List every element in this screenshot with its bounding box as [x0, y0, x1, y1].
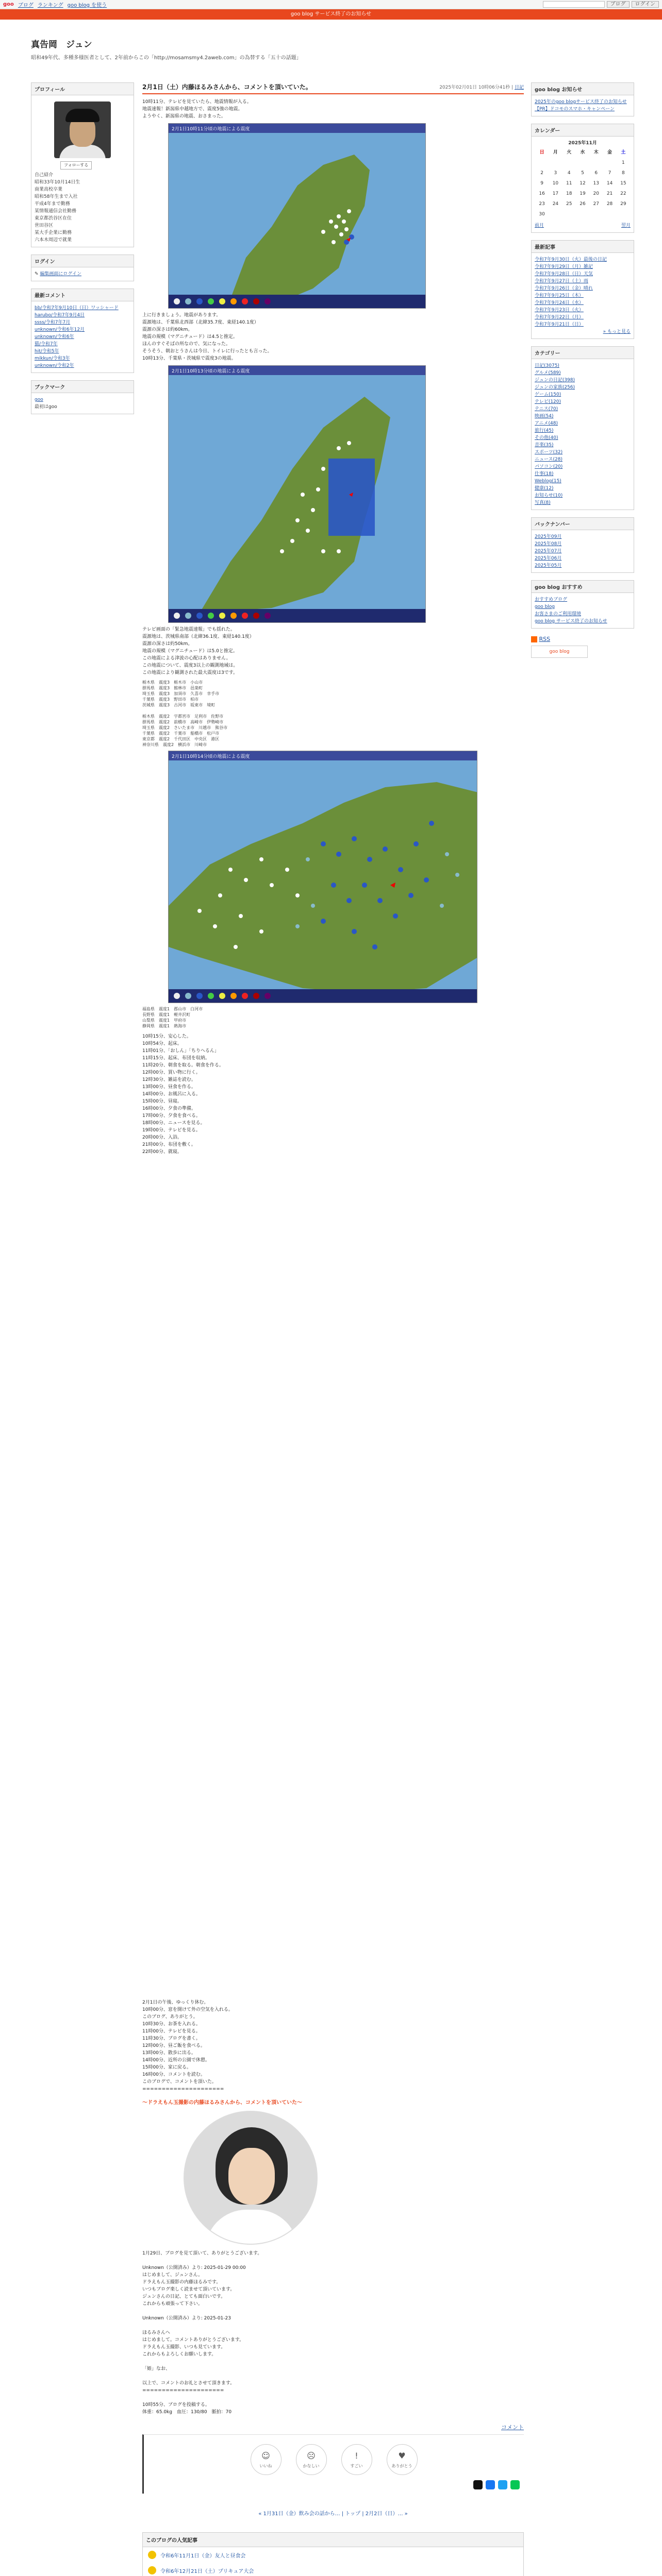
text-line: 15時00分、家に戻る。	[142, 2065, 191, 2070]
quake-row: 東京都 震度2 千代田区 中央区 港区	[142, 737, 220, 741]
line-share-icon[interactable]	[510, 2480, 520, 2489]
calendar-day: 19	[580, 191, 586, 196]
avatar	[54, 101, 111, 158]
reaction-label: ありがとう	[391, 2464, 412, 2468]
quake-map-1	[168, 123, 426, 309]
crown-icon	[148, 2566, 156, 2574]
category-item[interactable]: その他(40)	[535, 435, 558, 440]
comment-link[interactable]: コメント	[501, 2424, 524, 2431]
rss-link[interactable]: RSS	[539, 636, 551, 642]
log-line: 11時01分、「おしん」「ちりへるん」	[142, 1048, 219, 1054]
category-item[interactable]: Weblog(15)	[535, 479, 561, 484]
weekday: 金	[607, 150, 613, 155]
post-date: 2025年02月01日 10時06分41秒	[439, 85, 510, 90]
calendar-day: 28	[606, 201, 613, 207]
reaction-label: かなしい	[303, 2464, 320, 2468]
profile-line: 六本木周辺で就業	[35, 238, 72, 243]
popular-post-title: 令和6年11月1日（金）友人と昼食会	[160, 2553, 246, 2559]
text-line: 11時30分、ブログを書く。	[142, 2036, 201, 2041]
category-item[interactable]: ニュース(28)	[535, 457, 563, 462]
text-line: この地震による津波の心配はありません。	[142, 656, 231, 661]
backnumber-item[interactable]: 2025年08月	[535, 541, 562, 547]
calendar-day	[536, 158, 548, 167]
map-title: 2月1日10時11分頃の地震による震度	[169, 124, 425, 133]
calendar-day: 20	[593, 191, 599, 196]
map-title: 2月1日10時14分頃の地震による震度	[169, 751, 477, 760]
text-line: 震源地は、茨城県南部（北緯36.1度、東経140.1度）	[142, 634, 254, 639]
intro-line: 10時11分、テレビを見ていたら、地震情報が入る。	[142, 99, 252, 105]
comment-link-row	[142, 2423, 524, 2431]
category-item[interactable]: 映画(54)	[535, 414, 554, 419]
text-line: このブログで、コメントを頂いた。	[142, 2079, 217, 2084]
calendar-day	[603, 158, 616, 167]
calendar-day	[576, 210, 589, 219]
recent-post-item[interactable]: 令和7年9月27日（土）雨	[535, 279, 588, 284]
log-line: 21時00分、布団を敷く。	[142, 1142, 196, 1147]
calendar-month: 2025年11月	[568, 141, 597, 146]
calendar-day: 9	[540, 181, 543, 186]
text-line: 震源の深さは約60km。	[142, 327, 193, 332]
follow-button[interactable]: フォローする	[60, 161, 92, 170]
quake-row: 静岡県 震度1 熱海市	[142, 1024, 187, 1028]
calendar-day: 23	[539, 201, 545, 207]
backnumber-item[interactable]: 2025年09月	[535, 534, 562, 539]
text-line: 10時00分、窓を開けて外の空気を入れる。	[142, 2007, 233, 2012]
log-line: 19時00分、テレビを見る。	[142, 1128, 201, 1133]
text-line: これからも頑張って下さい。	[142, 2301, 203, 2307]
goo-notice-item[interactable]: 【PR】ドコモのスマホ・キャンペーン	[535, 107, 615, 112]
text-line: 体重：65.0kg 血圧：130/80 脈拍：70	[142, 2410, 232, 2415]
calendar-day: 11	[566, 181, 572, 186]
bookmark-box	[31, 380, 134, 414]
calendar-day: 7	[608, 171, 611, 176]
text-line: 10時55分、ブログを投稿する。	[142, 2402, 210, 2408]
recent-comments-header: 最新コメント	[31, 289, 134, 301]
profile-line: 某大手企業に勤務	[35, 230, 72, 235]
category-item[interactable]: テレビ(120)	[535, 399, 561, 404]
popular-post-item[interactable]	[143, 2547, 523, 2563]
osusume-item[interactable]: お客さまのご利用環境	[535, 612, 582, 617]
recent-comment-item[interactable]: 猫/令和7年	[35, 342, 58, 347]
calendar-day: 1	[621, 160, 625, 165]
calendar-day: 27	[593, 201, 599, 207]
reaction-row	[148, 2444, 520, 2475]
login-box	[31, 255, 134, 281]
text-line	[142, 2394, 524, 2401]
quake-row: 千葉県 震度3 野田市 柏市	[142, 697, 199, 702]
calendar-day: 16	[539, 191, 545, 196]
profile-line: 商業高校卒業	[35, 187, 63, 192]
reaction-wow-button[interactable]	[341, 2444, 372, 2475]
category-item[interactable]: 写真(8)	[535, 500, 551, 505]
goo-badge[interactable]: goo blog	[531, 646, 588, 658]
quake-row	[142, 708, 524, 714]
text-line: この地震により観測された最大震度は3です。	[142, 670, 238, 675]
calendar-day	[549, 210, 561, 219]
global-topbar	[0, 0, 662, 9]
category-item[interactable]: パソコン(20)	[535, 464, 563, 469]
backnumber-box	[531, 517, 634, 573]
calendar-day: 24	[552, 201, 559, 207]
login-link[interactable]: 編集画面にログイン	[40, 272, 81, 277]
recent-comment-item[interactable]: unknown/令和6年12月	[35, 327, 85, 332]
quake-row: 栃木県 震度2 宇都宮市 足利市 佐野市	[142, 714, 224, 719]
recent-post-item[interactable]: 令和7年9月26日（金）晴れ	[535, 286, 593, 291]
recent-comment-item[interactable]: hit/令和5年	[35, 349, 59, 354]
calendar-day	[603, 210, 616, 219]
text-line	[142, 2308, 524, 2315]
post-continued	[142, 1999, 524, 2576]
search-input[interactable]	[543, 1, 605, 8]
text-line	[142, 2322, 524, 2329]
japan-map-shape	[169, 366, 426, 623]
log-line: 12時00分、買い物に行く。	[142, 1070, 201, 1075]
category-item[interactable]: 旅行(45)	[535, 428, 554, 433]
quake-row: 福島県 震度1 郡山市 白河市	[142, 1007, 203, 1011]
quake-map-3	[168, 751, 477, 1003]
profile-line: 東京都渋谷区在住	[35, 216, 72, 221]
popular-post-item[interactable]	[143, 2563, 523, 2576]
calendar-day: 13	[593, 181, 599, 186]
quake-row: 茨城県 震度3 古河市 坂東市 境町	[142, 703, 216, 707]
log-line: 11時20分、朝食を取る。朝食を作る。	[142, 1063, 224, 1068]
category-item[interactable]: 日記(3075)	[535, 363, 559, 368]
log-line: 13時00分、昼食を作る。	[142, 1084, 196, 1090]
intro-line: 地震速報！新潟県中越地方で、震度5強の地震。	[142, 107, 243, 112]
bookmark-item: 最初はgoo	[35, 404, 57, 410]
log-line: 20時00分、入浴。	[142, 1135, 182, 1140]
recent-comment-item[interactable]: unknown/令和2年	[35, 363, 74, 368]
map-legend	[169, 609, 425, 622]
bookmark-header: ブックマーク	[31, 381, 134, 393]
calendar-day: 30	[539, 212, 545, 217]
text-line: 1月29日、ブログを見て頂いて、ありがとうございます。	[142, 2251, 262, 2256]
rss-row	[531, 636, 634, 642]
recent-post-item[interactable]: 令和7年9月24日（水）	[535, 300, 584, 306]
calendar-day	[549, 158, 561, 167]
category-item[interactable]: アニメ(48)	[535, 421, 558, 426]
post-header: 2月1日（土）内藤ほるみさんから、コメントを頂いていた。 2025年02月01日 10時06分41秒 | 日記	[142, 82, 524, 94]
goo-logo[interactable]: goo	[3, 2, 14, 7]
category-item[interactable]: ジュンの日記(398)	[535, 378, 575, 383]
text-line: Unknown（公開済み）より: 2025-01-29 00:00	[142, 2265, 246, 2270]
popular-posts-header: このブログの人気記事	[143, 2533, 523, 2547]
category-item[interactable]: ジュンの家族(256)	[535, 385, 575, 390]
profile-line: 昭和58年生まで入社	[35, 194, 78, 199]
weekday: 木	[593, 150, 599, 155]
calendar-day: 25	[566, 201, 572, 207]
text-line: 「姫」なお、	[142, 2366, 171, 2371]
quake-map-2	[168, 365, 426, 623]
text-line: 震源の深さは約50km。	[142, 641, 193, 647]
text-line: これからもよろしくお願いします。	[142, 2352, 217, 2357]
recent-post-item[interactable]: 令和7年9月25日（木）	[535, 293, 584, 298]
text-line: 地震の規模（マグニチュード）は4.5と推定。	[142, 334, 238, 340]
recent-comment-item[interactable]: mikkun/令和3年	[35, 356, 70, 361]
text-line	[142, 2257, 524, 2264]
profile-line: 平成4年まで勤務	[35, 201, 70, 207]
blog-header	[31, 37, 634, 61]
backnumber-item[interactable]: 2025年06月	[535, 556, 562, 561]
quake-table	[142, 680, 524, 748]
recent-post-item[interactable]: 令和7年9月30日（火）最後の日記	[535, 257, 607, 262]
text-line: ドラえもん玉撮影、いつも見ています。	[142, 2345, 226, 2350]
text-line: 10時13分、千葉県・茨城県で震度3の地震。	[142, 356, 236, 361]
post-category[interactable]: 日記	[514, 85, 524, 90]
left-sidebar	[31, 82, 134, 421]
exclaim-icon: !	[355, 2451, 358, 2461]
weekday: 水	[580, 150, 585, 155]
calendar-day: 26	[580, 201, 586, 207]
backnumber-item[interactable]: 2025年05月	[535, 563, 562, 568]
login-header: ログイン	[31, 255, 134, 267]
calendar-day: 8	[621, 171, 625, 176]
blog-title[interactable]: 真告岡 ジュン	[31, 40, 92, 50]
weekday: 火	[567, 150, 572, 155]
reaction-label: いいね	[259, 2464, 272, 2468]
text-line: Unknown（公開済み）より: 2025-01-23	[142, 2316, 231, 2321]
category-item[interactable]: 音楽(35)	[535, 443, 554, 448]
quake-row: 山梨県 震度1 甲府市	[142, 1018, 187, 1023]
pencil-icon: ✎	[35, 272, 39, 277]
sad-icon: ☹	[307, 2451, 316, 2461]
backnumber-header: バックナンバー	[532, 518, 634, 530]
text-line: ほんのすぐそばの所なので、気になった。	[142, 342, 230, 347]
intro-line: ようやく、新潟県の地震、おさまった。	[142, 114, 226, 119]
reaction-sad-button[interactable]	[296, 2444, 327, 2475]
text-line: 震源地は、千葉県北西部（北緯35.7度、東経140.1度）	[142, 320, 259, 325]
quake-row: 千葉県 震度2 千葉市 船橋市 松戸市	[142, 731, 220, 736]
calendar-day: 29	[620, 201, 626, 207]
calendar-day: 14	[606, 181, 613, 186]
osusume-item[interactable]: goo blog サービス終了のお知らせ	[535, 619, 607, 624]
quake-row: 長野県 震度1 軽井沢町	[142, 1012, 191, 1017]
text-line: 14時00分、近所の公園で休憩。	[142, 2058, 210, 2063]
goo-notice-item[interactable]: 2025年のgoo blogサービス終了のお知らせ	[535, 99, 627, 105]
goo-notice-box	[531, 82, 634, 116]
calendar-day	[617, 210, 630, 219]
text-line: この地震について、震度3以上の観測地域は。	[142, 663, 238, 668]
text-line: ほるみさんへ	[142, 2330, 170, 2335]
comment-section-heading: ～ドラえもん玉撮影の内藤ほるみさんから、コメントを頂いていた～	[142, 2100, 302, 2106]
calendar-day	[590, 210, 602, 219]
calendar-prev[interactable]: 前月	[535, 223, 544, 228]
bookmark-item[interactable]: goo	[35, 397, 43, 402]
recent-posts-more[interactable]: » もっと見る	[603, 329, 631, 334]
weekday: 土	[621, 150, 626, 155]
map-legend	[169, 295, 425, 308]
reaction-thanks-button[interactable]	[387, 2444, 418, 2475]
post-title[interactable]: 2月1日（土）内藤ほるみさんから、コメントを頂いていた。	[142, 83, 312, 91]
crown-icon	[148, 2551, 156, 2559]
main-content	[142, 82, 524, 1156]
quake-row: 群馬県 震度3 館林市 邑楽町	[142, 686, 203, 690]
popular-posts-box	[142, 2532, 524, 2576]
blog-description: 昭和49年代、多種多様医者として、2年前からこの「http://mosamsmy4.2aweb.com」の為替する「五十の話題」	[31, 55, 302, 61]
category-item[interactable]: スポーツ(32)	[535, 450, 563, 455]
calendar-day: 17	[552, 191, 559, 196]
text-line: いつもブログ楽しく読ませて頂いています。	[142, 2287, 235, 2292]
calendar-day	[563, 210, 575, 219]
calendar-day: 22	[620, 191, 626, 196]
weekday: 日	[539, 150, 544, 155]
log-line: 16時00分、夕食の準備。	[142, 1106, 196, 1111]
smile-icon: ☺	[261, 2451, 270, 2461]
calendar-day: 21	[606, 191, 613, 196]
profile-header: プロフィール	[31, 83, 134, 95]
log-line: 10時54分、起床。	[142, 1041, 182, 1046]
reactions-box	[142, 2434, 524, 2494]
log-line: 14時00分、お風呂に入る。	[142, 1092, 201, 1097]
calendar-day: 2	[540, 171, 543, 176]
calendar-day	[590, 158, 602, 167]
search-button[interactable]: ブログ	[607, 1, 630, 8]
log-line: 15時00分、昼寝。	[142, 1099, 182, 1104]
log-line: 12時30分、雑誌を読む。	[142, 1077, 196, 1082]
text-line: はじめまして、ジュンさん。	[142, 2273, 203, 2278]
calendar-day	[576, 158, 589, 167]
category-item[interactable]: お知らせ(10)	[535, 493, 563, 498]
facebook-share-icon[interactable]	[486, 2480, 495, 2489]
text-line: ジュンさんの日記、とても面白いです。	[142, 2294, 226, 2299]
text-line: =====================	[142, 2087, 224, 2092]
bluesky-share-icon[interactable]	[498, 2480, 507, 2489]
popular-post-title: 令和6年12月21日（土）プリキュア大会	[160, 2568, 254, 2574]
category-item[interactable]: グルメ(589)	[535, 370, 561, 376]
calendar-day: 15	[620, 181, 626, 186]
goo-notice-header: goo blog お知らせ	[532, 83, 634, 95]
topbar-link-blog[interactable]: ブログ	[18, 3, 34, 8]
calendar-day	[563, 158, 575, 167]
log-line: 10時15分、安心した。	[142, 1034, 191, 1039]
text-line: 以上で、コメントのお礼とさせて頂きます。	[142, 2381, 235, 2386]
text-line: 2月1日の午後、ゆっくり休む。	[142, 2000, 209, 2005]
goo-osusume-box	[531, 580, 634, 629]
text-line: そうそう、朝おとうさんは今日、トイレに行ったとも言った。	[142, 349, 272, 354]
quake-row: 埼玉県 震度3 加須市 久喜市 幸手市	[142, 691, 220, 696]
post-pager[interactable]: « 1月31日（金）飲み会の話から… | トップ | 2月2日（日）… »	[258, 2511, 408, 2517]
log-line: 11時15分、起床、布団を収納。	[142, 1056, 210, 1061]
recent-post-item[interactable]: 令和7年9月23日（火）	[535, 308, 584, 313]
profile-line: 昭和33年10月14日生	[35, 180, 80, 185]
login-button[interactable]: ログイン	[632, 1, 659, 8]
text-line: =====================	[142, 2388, 224, 2393]
calendar-day: 4	[567, 171, 571, 176]
topbar-link-ranking[interactable]: ランキング	[37, 3, 63, 8]
recent-post-item[interactable]: 令和7年9月22日（月）	[535, 315, 584, 320]
quake-row: 神奈川県 震度2 横浜市 川崎市	[142, 742, 207, 747]
text-line: テレビ画面の「緊急地震速報」でも揺れた。	[142, 627, 235, 632]
calendar-box	[531, 124, 634, 233]
text-line: このブログ、ありがとう。	[142, 2014, 198, 2020]
category-item[interactable]: 仕事(18)	[535, 471, 554, 477]
service-end-banner[interactable]: goo blog サービス終了のお知らせ	[0, 9, 662, 20]
japan-map-shape	[169, 124, 426, 309]
backnumber-item[interactable]: 2025年07月	[535, 549, 562, 554]
reaction-like-button[interactable]	[251, 2444, 282, 2475]
recent-comments-box	[31, 289, 134, 373]
goo-osusume-header: goo blog おすすめ	[532, 581, 634, 593]
profile-line: 某情報通信会社勤務	[35, 209, 77, 214]
recent-comment-item[interactable]: harubo/令和7年9月4日	[35, 313, 85, 318]
right-sidebar	[531, 82, 634, 658]
category-item[interactable]: テニス(70)	[535, 406, 558, 412]
recent-comment-item[interactable]: ssss/令和7年7月	[35, 320, 71, 325]
share-buttons	[148, 2480, 520, 2489]
category-item[interactable]: ゲーム(150)	[535, 392, 561, 397]
calendar-day: 6	[594, 171, 598, 176]
quake-row: 群馬県 震度2 前橋市 高崎市 伊勢崎市	[142, 720, 224, 724]
text-line: 12時00分、昼ご飯を食べる。	[142, 2043, 205, 2048]
recent-post-item[interactable]: 令和7年9月29日（月）雑記	[535, 264, 593, 269]
text-line: 上に行きましょう。地震があります。	[142, 313, 221, 318]
text-line: 10時30分、お茶を入れる。	[142, 2022, 201, 2027]
japan-map-shape	[169, 751, 477, 1003]
recent-posts-header: 最新記事	[532, 241, 634, 253]
log-line: 17時00分、夕食を食べる。	[142, 1113, 201, 1118]
text-line: 地震の規模（マグニチュード）は5.0と推定。	[142, 649, 238, 654]
calendar-table	[535, 147, 631, 220]
text-line: 16時00分、コメントを読む。	[142, 2072, 205, 2077]
reaction-label: すごい	[350, 2464, 363, 2468]
text-line: 11時00分、テレビを見る。	[142, 2029, 201, 2034]
text-line	[142, 2358, 524, 2365]
log-line: 22時00分、就寝。	[142, 1149, 182, 1155]
text-line: ドラえもん玉撮影の内藤ほるみです。	[142, 2280, 221, 2285]
quake-table-2	[142, 1006, 524, 1029]
log-line: 18時00分、ニュースを見る。	[142, 1121, 205, 1126]
calendar-day: 12	[580, 181, 586, 186]
calendar-header: カレンダー	[532, 124, 634, 137]
text-line	[142, 2372, 524, 2380]
recent-post-item[interactable]: 令和7年9月28日（日）天気	[535, 272, 593, 277]
calendar-day: 5	[581, 171, 584, 176]
comment-block	[142, 2250, 524, 2416]
calendar-day: 3	[554, 171, 557, 176]
text-line: はじめまして。コメントありがとうございます。	[142, 2337, 244, 2343]
recent-post-item[interactable]: 令和7年9月21日（日）	[535, 322, 584, 327]
profile-box	[31, 82, 134, 247]
map-title: 2月1日10時13分頃の地震による震度	[169, 366, 425, 375]
calendar-next[interactable]: 翌月	[621, 223, 631, 228]
profile-line: 自己紹介	[35, 173, 54, 178]
text-line: 13時00分、散歩に出る。	[142, 2050, 196, 2056]
map-legend	[169, 989, 477, 1003]
daily-log	[142, 1033, 524, 1156]
categories-box	[531, 346, 634, 510]
x-share-icon[interactable]	[473, 2480, 483, 2489]
topbar-search	[543, 1, 659, 8]
heart-icon: ♥	[398, 2451, 406, 2461]
recent-posts-box	[531, 240, 634, 339]
recent-comment-item[interactable]: unknown/令和6年	[35, 334, 74, 340]
weekday: 月	[553, 150, 558, 155]
quake-row: 埼玉県 震度2 さいたま市 川越市 熊谷市	[142, 725, 228, 730]
recent-comment-item[interactable]: bb/令和7年9月10日（日）ワッシャード	[35, 306, 119, 311]
category-item[interactable]: 健康(12)	[535, 486, 554, 491]
calendar-day: 18	[566, 191, 572, 196]
categories-header: カテゴリー	[532, 347, 634, 359]
rss-icon[interactable]	[531, 636, 537, 642]
osusume-item[interactable]: おすすめブログ	[535, 597, 568, 602]
calendar-day: 10	[552, 181, 559, 186]
profile-line: 世田谷区	[35, 223, 54, 228]
osusume-item[interactable]: goo blog	[535, 604, 555, 609]
commenter-photo	[184, 2111, 318, 2245]
topbar-link-start[interactable]: goo blog を使う	[67, 3, 107, 8]
quake-row: 栃木県 震度3 栃木市 小山市	[142, 680, 203, 685]
